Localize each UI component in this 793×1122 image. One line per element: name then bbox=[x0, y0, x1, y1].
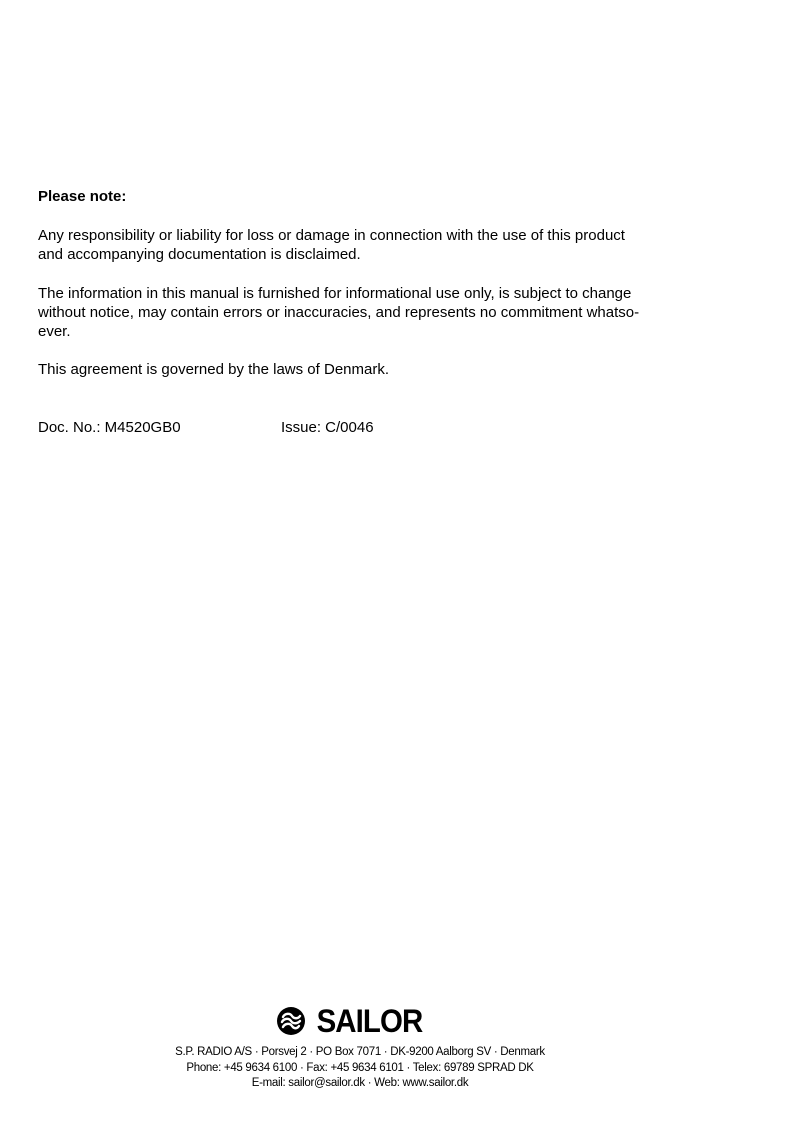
company-footer bbox=[100, 1004, 620, 1092]
paragraph-line: Any responsibility or liability for loss or damage in connection with the use of this product bbox=[38, 227, 625, 244]
company-contact: E-mail: sailor@sailor.dk · Web: www.sailor.dk bbox=[251, 1077, 469, 1089]
information-paragraph bbox=[38, 284, 698, 341]
liability-paragraph bbox=[38, 226, 698, 264]
paragraph-line: The information in this manual is furnished for informational use only, is subject to change bbox=[38, 285, 632, 302]
governing-law-paragraph bbox=[38, 360, 698, 379]
sailor-logo-icon bbox=[276, 1006, 306, 1036]
paragraph-line: without notice, may contain errors or inaccuracies, and represents no commitment whatso- bbox=[38, 304, 640, 321]
sailor-logo-text: SAILOR bbox=[316, 1003, 422, 1039]
company-phone: Phone: +45 9634 6100 · Fax: +45 9634 6101 · Telex: 69789 SPRAD DK bbox=[186, 1061, 534, 1074]
document-number: Doc. No.: M4520GB0 bbox=[38, 419, 181, 436]
sailor-logo bbox=[276, 1004, 427, 1038]
paragraph-line: and accompanying documentation is disclaimed. bbox=[38, 246, 361, 263]
paragraph-line: This agreement is governed by the laws of Denmark. bbox=[38, 361, 389, 378]
paragraph-line: ever. bbox=[38, 323, 71, 340]
document-issue: Issue: C/0046 bbox=[281, 419, 374, 436]
note-heading: Please note: bbox=[38, 188, 127, 205]
company-address: S.P. RADIO A/S · Porsvej 2 · PO Box 7071 · DK-9200 Aalborg SV · Denmark bbox=[175, 1046, 545, 1058]
